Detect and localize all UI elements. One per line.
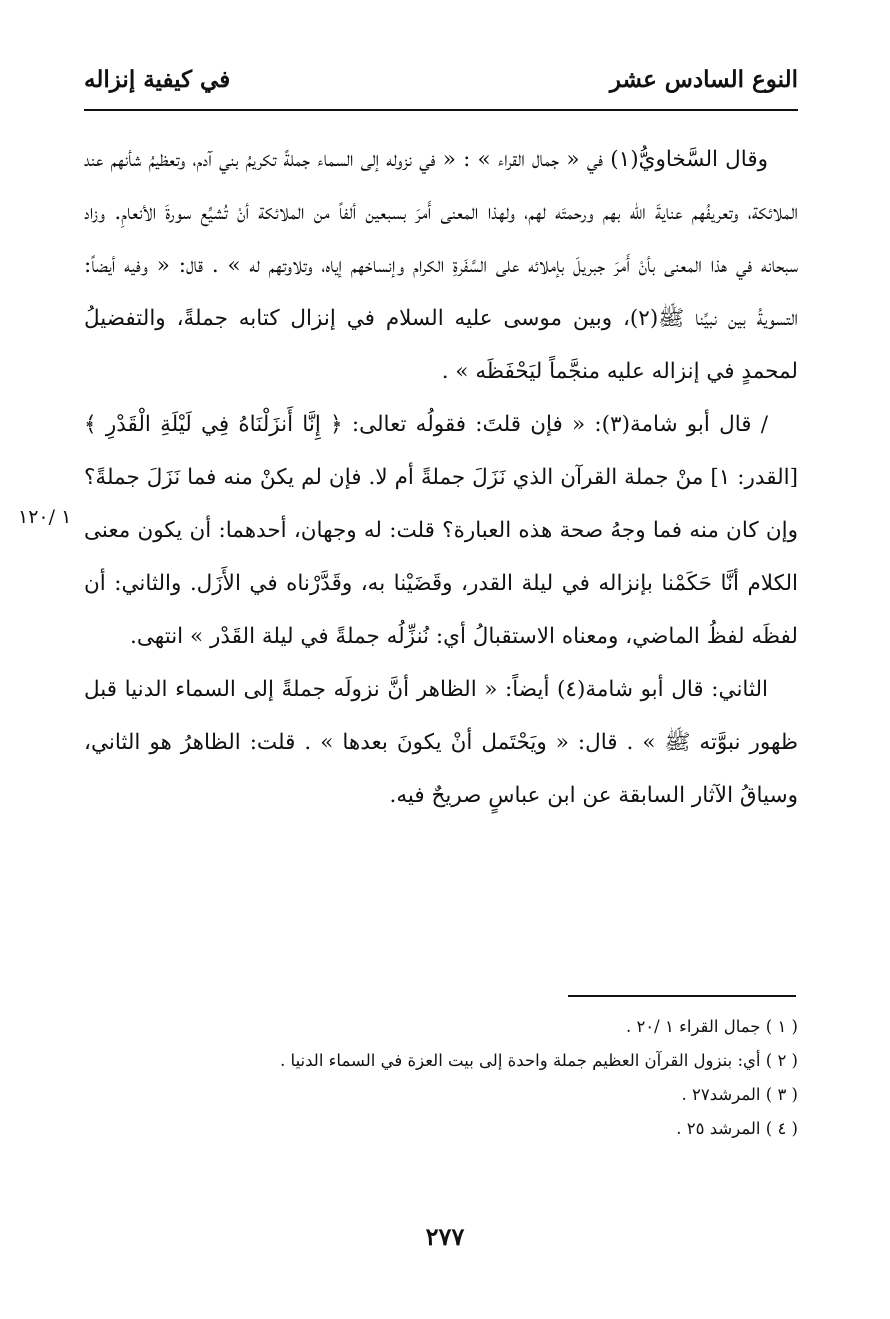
page-number: ٢٧٧ bbox=[425, 1222, 465, 1251]
section-title: في كيفية إنزاله bbox=[84, 66, 231, 93]
paragraph-abu-shama-question: / قال أبو شامة(٣): « فإن قلتَ: فقولُه تعالى: ﴿ إِنَّا أَنزَلْنَاهُ فِي لَيْلَةِ الْقَدْرِ ﴾ [القدر: ١] منْ جملة القرآن الذي نَزَلَ جملةً أم لا. فإن لم يكنْ منه فما نَزَلَ جملةً؟ وإن كان منه فما وجهُ صحة هذه العبارة؟ قلت: له وجهان، أحدهما: أن يكون معنى الكلام أنَّا حَكَمْنا بإنزاله في ليلة القدر، وقَضَيْنا به، وقَدَّرْناه في الأَزَل. والثاني: أن لفظَه لفظُ الماضي، ومعناه الاستقبالُ أي: نُنزِّلُه جملةً في ليلة القَدْر » انتهى. bbox=[84, 412, 798, 649]
footnote-4: ( ٤ ) المرشد ٢٥ . bbox=[676, 1119, 798, 1138]
paragraph-second-view: الثاني: قال أبو شامة(٤) أيضاً: « الظاهر أنَّ نزولَه جملةً إلى السماء الدنيا قبل ظهور نبوَّته ﷺ » . قال: « ويَحْتَمل أنْ يكونَ بعدها » . قلت: الظاهرُ هو الثاني، وسياقُ الآثار السابقة عن ابن عباسٍ صريحٌ فيه. bbox=[84, 677, 798, 808]
footnote-2: ( ٢ ) أي: بنزول القرآن العظيم جملة واحدة إلى بيت العزة في السماء الدنيا . bbox=[280, 1051, 798, 1070]
running-header bbox=[84, 62, 798, 106]
footnote-1: ( ١ ) جمال القراء ١ /٢٠ . bbox=[625, 1017, 798, 1036]
footnotes bbox=[84, 1010, 798, 1146]
header-divider bbox=[84, 109, 798, 111]
chapter-title: النوع السادس عشر bbox=[609, 66, 798, 93]
footnote-divider bbox=[568, 995, 796, 997]
main-text bbox=[84, 133, 798, 822]
margin-reference: ١ /١٢٠ bbox=[18, 506, 72, 528]
paragraph-sakhawi: وقال السَّخاويُّ(١) في « جمال القراء » : « في نزوله إلى السماء جملةً تكريمُ بني آدم، وتعظيمُ شأنهم عند الملائكة، وتعريفُهم عنايةَ الله بهم ورحمتَه لهم، ولهذا المعنى أَمرَ بسبعين ألفاً من الملائكة أنْ تُشيِّع سورةَ الأنعامِ. وزاد سبحانه في هذا المعنى بأنْ أَمرَ جبريلَ بإملائه على السَّفَرةِ الكرام وإنساخهم إياه، وتلاوتهم له » . قال: « وفيه أيضاً: التسويةُ بين نبيِّنا ﷺ(٢)، وبين موسى عليه السلام في إنزال كتابه جملةً، والتفضيلُ لمحمدٍ في إنزاله عليه منجَّماً ليَحْفَظَه » . bbox=[84, 147, 798, 384]
footnote-3: ( ٣ ) المرشد٢٧ . bbox=[681, 1085, 798, 1104]
